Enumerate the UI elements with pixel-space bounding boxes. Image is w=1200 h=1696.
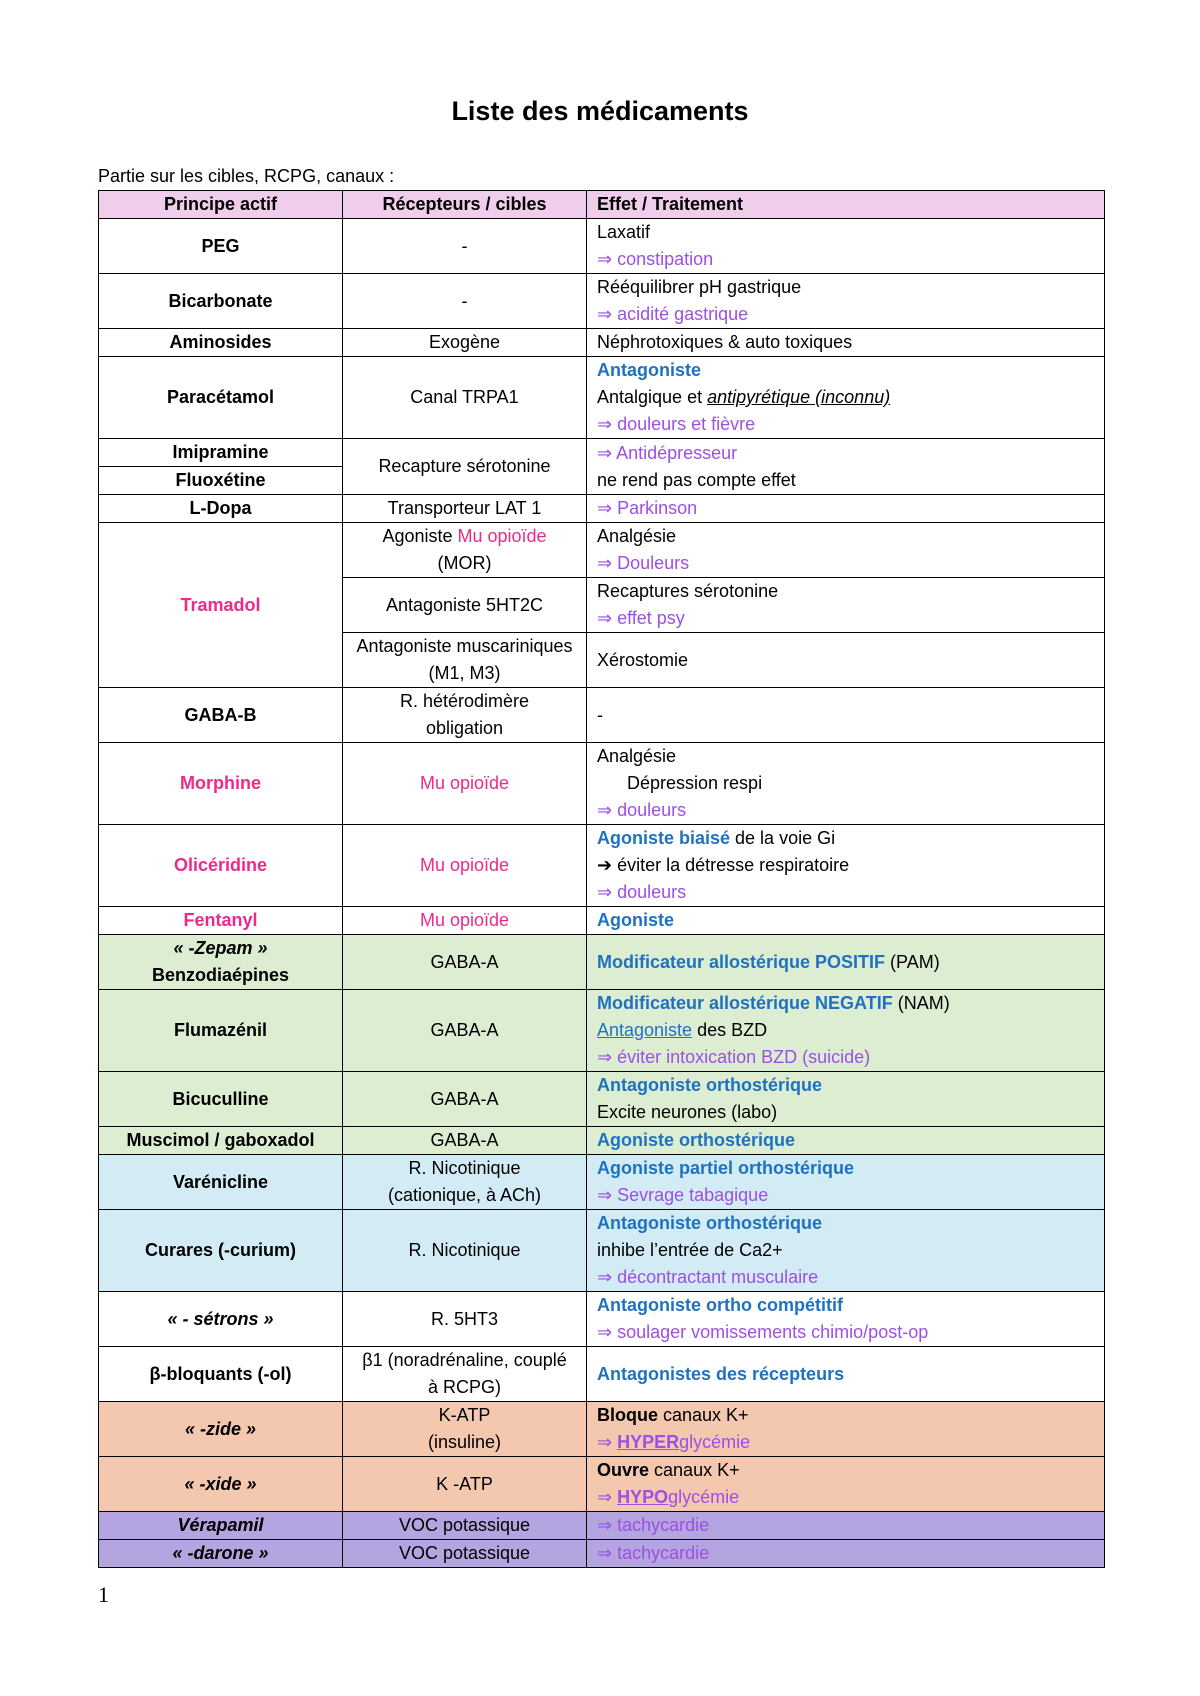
table-row xyxy=(99,1347,1105,1402)
effect-mechanism: Antagonistes des récepteurs xyxy=(587,1347,1105,1402)
effect-cell xyxy=(587,578,1105,633)
table-row xyxy=(99,825,1105,907)
effect-cell: - xyxy=(587,688,1105,743)
table-row xyxy=(99,439,1105,467)
table-row xyxy=(99,219,1105,274)
effect-cell xyxy=(587,274,1105,329)
receptor-cell: R. 5HT3 xyxy=(343,1292,587,1347)
effect-cell xyxy=(587,1210,1105,1292)
effect-cell xyxy=(587,523,1105,578)
receptor-cell: VOC potassique xyxy=(343,1540,587,1568)
drug-name: Vérapamil xyxy=(99,1512,343,1540)
effect-emphasis: HYPER xyxy=(617,1432,680,1452)
receptor-line: R. Nicotinique xyxy=(408,1158,521,1178)
section-subtitle: Partie sur les cibles, RCPG, canaux : xyxy=(98,166,395,186)
effect-treatment: ⇒ effet psy xyxy=(597,608,685,628)
effect-text: canaux K+ xyxy=(658,1405,749,1425)
effect-text: glycémie xyxy=(679,1432,751,1452)
receptor-line: à RCPG) xyxy=(427,1377,501,1397)
effect-line xyxy=(597,990,1094,1017)
effect-mechanism: Antagoniste ortho compétitif xyxy=(597,1295,843,1315)
drug-name: Bicarbonate xyxy=(99,274,343,329)
effect-cell: Néphrotoxiques & auto toxiques xyxy=(587,329,1105,357)
receptor-cell xyxy=(343,633,587,688)
drug-name: Curares (-curium) xyxy=(99,1210,343,1292)
drug-name: PEG xyxy=(99,219,343,274)
table-row xyxy=(99,1540,1105,1568)
drug-name: Olicéridine xyxy=(99,825,343,907)
effect-text-emphasis: antipyrétique (inconnu) xyxy=(707,387,891,407)
drug-name: β-bloquants (-ol) xyxy=(99,1347,343,1402)
effect-line: inhibe l’entrée de Ca2+ xyxy=(597,1240,783,1260)
drug-name: Tramadol xyxy=(99,523,343,688)
effect-text: des BZD xyxy=(692,1020,768,1040)
table-row xyxy=(99,743,1105,825)
table-row xyxy=(99,1402,1105,1457)
table-row xyxy=(99,1512,1105,1540)
receptor-line: (cationique, à ACh) xyxy=(387,1185,542,1205)
receptor-highlight: Mu opioïde xyxy=(457,526,547,546)
drug-name: Varénicline xyxy=(99,1155,343,1210)
effect-text: canaux K+ xyxy=(649,1460,740,1480)
table-row xyxy=(99,907,1105,935)
header-effet: Effet / Traitement xyxy=(587,191,1105,219)
table-row xyxy=(99,1155,1105,1210)
receptor-line: (insuline) xyxy=(427,1432,502,1452)
receptor-cell: VOC potassique xyxy=(343,1512,587,1540)
table-row xyxy=(99,495,1105,523)
effect-line: Excite neurones (labo) xyxy=(597,1102,778,1122)
receptor-cell: GABA-A xyxy=(343,935,587,990)
effect-emphasis: HYPO xyxy=(617,1487,669,1507)
receptor-cell: R. Nicotinique xyxy=(343,1210,587,1292)
effect-text: de la voie Gi xyxy=(730,828,836,848)
effect-cell xyxy=(587,1402,1105,1457)
receptor-cell: Recapture sérotonine xyxy=(343,439,587,495)
effect-treatment: ⇒ soulager vomissements chimio/post-op xyxy=(597,1322,929,1342)
receptor-line: obligation xyxy=(425,718,504,738)
effect-cell xyxy=(587,219,1105,274)
effect-mechanism: Agoniste partiel orthostérique xyxy=(597,1158,855,1178)
drug-name: Muscimol / gaboxadol xyxy=(99,1127,343,1155)
receptor-cell xyxy=(343,1347,587,1402)
table-row xyxy=(99,357,1105,439)
effect-line xyxy=(597,825,1094,852)
receptor-cell: Canal TRPA1 xyxy=(343,357,587,439)
effect-action: Ouvre xyxy=(597,1460,650,1480)
drug-name: GABA-B xyxy=(99,688,343,743)
drug-name: Flumazénil xyxy=(99,990,343,1072)
drug-name: Imipramine xyxy=(99,439,343,467)
drug-suffix: « -Zepam » xyxy=(173,938,268,958)
receptor-line: (M1, M3) xyxy=(428,663,501,683)
table-row xyxy=(99,1292,1105,1347)
effect-cell xyxy=(587,935,1105,990)
effect-treatment: ⇒ constipation xyxy=(597,249,714,269)
effect-mechanism: Antagoniste orthostérique xyxy=(597,1075,823,1095)
receptor-cell: Mu opioïde xyxy=(343,743,587,825)
drug-name: Fluoxétine xyxy=(99,467,343,495)
effect-line xyxy=(597,1457,1094,1484)
effect-cell xyxy=(587,1457,1105,1512)
effect-line: Laxatif xyxy=(597,222,651,242)
receptor-line: (MOR) xyxy=(437,553,492,573)
receptor-cell: GABA-A xyxy=(343,1127,587,1155)
effect-treatment: ⇒ Parkinson xyxy=(587,495,1105,523)
drug-name xyxy=(99,935,343,990)
receptor-text: Agoniste xyxy=(382,526,458,546)
arrow-text: ⇒ xyxy=(597,1487,618,1507)
table-row xyxy=(99,523,1105,578)
effect-text: Antalgique et xyxy=(597,387,708,407)
table-row xyxy=(99,935,1105,990)
effect-mechanism: Modificateur allostérique NEGATIF xyxy=(597,993,893,1013)
effect-line: Analgésie xyxy=(597,746,677,766)
receptor-line: β1 (noradrénaline, couplé xyxy=(362,1350,567,1370)
effect-treatment: ⇒ douleurs et fièvre xyxy=(597,414,756,434)
effect-cell xyxy=(587,357,1105,439)
table-header-row xyxy=(99,191,1105,219)
effect-line: ➔ éviter la détresse respiratoire xyxy=(597,855,850,875)
receptor-cell: GABA-A xyxy=(343,990,587,1072)
receptor-cell: K -ATP xyxy=(343,1457,587,1512)
effect-treatment: ⇒ éviter intoxication BZD (suicide) xyxy=(597,1047,871,1067)
drug-name: Bicuculline xyxy=(99,1072,343,1127)
effect-treatment: ⇒ douleurs xyxy=(597,800,687,820)
receptor-cell: Mu opioïde xyxy=(343,825,587,907)
receptor-line xyxy=(353,523,576,550)
drug-name: L-Dopa xyxy=(99,495,343,523)
effect-line: ne rend pas compte effet xyxy=(597,469,796,490)
effect-mechanism: Agoniste xyxy=(587,907,1105,935)
drug-table xyxy=(98,190,1105,1568)
receptor-cell: GABA-A xyxy=(343,1072,587,1127)
drug-name: « -zide » xyxy=(99,1402,343,1457)
effect-treatment xyxy=(597,1484,1094,1511)
receptor-cell: Antagoniste 5HT2C xyxy=(343,578,587,633)
table-row xyxy=(99,274,1105,329)
effect-treatment: ⇒ tachycardie xyxy=(587,1512,1105,1540)
drug-name: « -xide » xyxy=(99,1457,343,1512)
receptor-line: R. hétérodimère xyxy=(399,691,530,711)
receptor-cell: Transporteur LAT 1 xyxy=(343,495,587,523)
table-row xyxy=(99,1127,1105,1155)
receptor-cell xyxy=(343,1402,587,1457)
effect-line xyxy=(597,1017,1094,1044)
effect-cell xyxy=(587,1072,1105,1127)
table-row xyxy=(99,1210,1105,1292)
receptor-line: K-ATP xyxy=(438,1405,491,1425)
receptor-line: Antagoniste muscariniques xyxy=(356,636,573,656)
effect-treatment: ⇒ acidité gastrique xyxy=(597,304,749,324)
page-title: Liste des médicaments xyxy=(451,96,749,126)
effect-mechanism: Agoniste orthostérique xyxy=(587,1127,1105,1155)
effect-treatment: ⇒ douleurs xyxy=(597,882,687,902)
effect-treatment xyxy=(597,1429,1094,1456)
effect-cell xyxy=(587,439,1105,495)
effect-treatment: ⇒ Douleurs xyxy=(597,553,690,573)
effect-line: Analgésie xyxy=(597,526,677,546)
receptor-cell xyxy=(343,523,587,578)
receptor-cell xyxy=(343,688,587,743)
table-row xyxy=(99,1072,1105,1127)
drug-name: Morphine xyxy=(99,743,343,825)
header-principe-actif: Principe actif xyxy=(99,191,343,219)
drug-name: Fentanyl xyxy=(99,907,343,935)
effect-line: Rééquilibrer pH gastrique xyxy=(597,277,802,297)
drug-name: « - sétrons » xyxy=(99,1292,343,1347)
drug-name: « -darone » xyxy=(99,1540,343,1568)
effect-text: (NAM) xyxy=(892,993,950,1013)
table-row xyxy=(99,990,1105,1072)
effect-treatment: ⇒ Antidépresseur xyxy=(597,442,738,463)
effect-treatment: ⇒ décontractant musculaire xyxy=(597,1267,819,1287)
effect-action: Bloque xyxy=(597,1405,658,1425)
effect-text: glycémie xyxy=(668,1487,740,1507)
arrow-text: ⇒ xyxy=(597,1432,618,1452)
effect-treatment: ⇒ Sevrage tabagique xyxy=(597,1185,769,1205)
effect-text: (PAM) xyxy=(885,951,940,972)
table-row xyxy=(99,1457,1105,1512)
effect-cell xyxy=(587,1292,1105,1347)
page-number: 1 xyxy=(98,1582,109,1607)
receptor-cell: - xyxy=(343,219,587,274)
drug-name: Paracétamol xyxy=(99,357,343,439)
receptor-cell: - xyxy=(343,274,587,329)
receptor-cell xyxy=(343,1155,587,1210)
header-recepteurs: Récepteurs / cibles xyxy=(343,191,587,219)
effect-link-text: Antagoniste xyxy=(597,1020,693,1040)
effect-line: Recaptures sérotonine xyxy=(597,581,779,601)
effect-cell: Xérostomie xyxy=(587,633,1105,688)
effect-line xyxy=(597,384,1094,411)
effect-mechanism: Modificateur allostérique POSITIF xyxy=(597,951,886,972)
effect-cell xyxy=(587,825,1105,907)
receptor-cell: Exogène xyxy=(343,329,587,357)
table-row xyxy=(99,329,1105,357)
effect-mechanism: Agoniste biaisé xyxy=(597,828,731,848)
effect-line xyxy=(597,1402,1094,1429)
drug-class: Benzodiaépines xyxy=(151,965,290,985)
table-row xyxy=(99,688,1105,743)
effect-mechanism: Antagoniste xyxy=(597,360,702,380)
effect-cell xyxy=(587,1155,1105,1210)
effect-cell xyxy=(587,743,1105,825)
effect-cell xyxy=(587,990,1105,1072)
effect-treatment: ⇒ tachycardie xyxy=(587,1540,1105,1568)
effect-mechanism: Antagoniste orthostérique xyxy=(597,1213,823,1233)
receptor-cell: Mu opioïde xyxy=(343,907,587,935)
drug-name: Aminosides xyxy=(99,329,343,357)
effect-line: Dépression respi xyxy=(627,773,763,793)
